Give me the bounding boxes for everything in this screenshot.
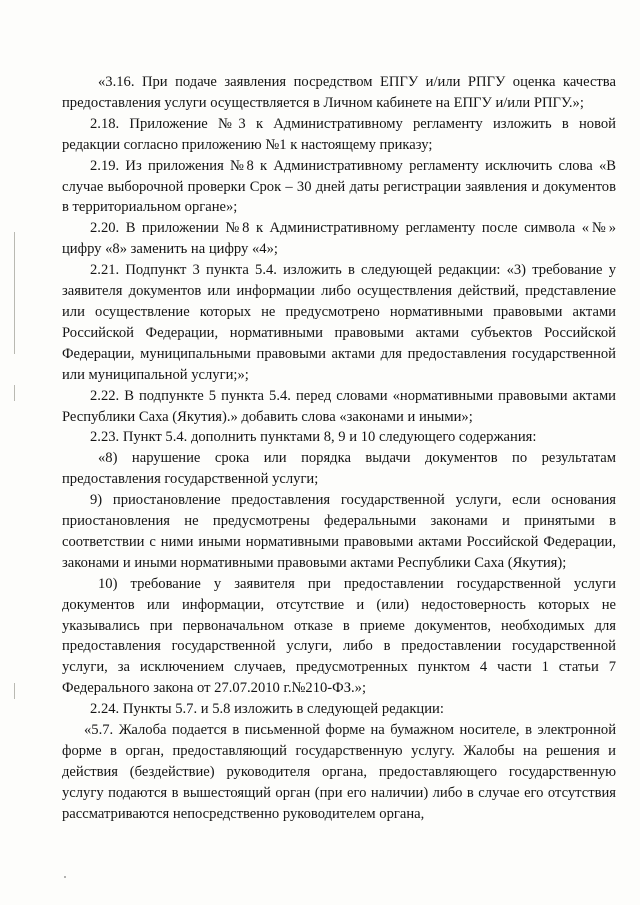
paragraph-2-21: 2.21. Подпункт 3 пункта 5.4. изложить в следующей редакции: «3) требование у заявителя документов или информации либо осуществления действий, представление или осуществление которых не предусмотрено нормативными правовыми актами Российской Федерации, нормативными правовыми актами субъектов Российской Федерации, муниципальными правовыми актами для предоставления государственной или муниципальной услуги;»; xyxy=(62,262,616,383)
paragraph-item-10: 10) требование у заявителя при предоставлении государственной услуги документов или информации, отсутствие и (или) недостоверность которых не указывались при первоначальном отказе в приеме документов, необходимых для предоставления государственной услуги, либо в предоставлении государственной услуги, за исключением случаев, предусмотренных пунктом 4 части 1 статьи 7 Федерального закона от 27.07.2010 г.№210-ФЗ.»; xyxy=(62,575,616,697)
paragraph-2-18: 2.18. Приложение №3 к Административному регламенту изложить в новой редакции согласно приложению №1 к настоящему приказу; xyxy=(62,115,616,153)
paragraph-item-9: 9) приостановление предоставления государственной услуги, если основания приостановления не предусмотрены федеральными законами и принятыми в соответствии с ними иными нормативными правовыми актами Российской Федерации, законами и иными нормативными правовыми актами Республики Саха (Якутия); xyxy=(62,492,616,571)
paragraph-5-7: «5.7. Жалоба подается в письменной форме на бумажном носителе, в электронной форме в орган, предоставляющий государственную услугу. Жалобы на решения и действия (бездействие) руководителя органа, предоставляющего государственную услугу подаются в вышестоящий орган (при его наличии) либо в случае его отсутствия рассматриваются непосредственно руководителем органа, xyxy=(62,722,616,822)
scan-speck xyxy=(64,876,66,878)
paragraph-2-20: 2.20. В приложении №8 к Административному регламенту после символа «№» цифру «8» заменить на цифру «4»; xyxy=(62,220,616,258)
scan-edge-mark xyxy=(14,232,15,354)
scan-edge-mark xyxy=(14,683,15,699)
paragraph-item-8: «8) нарушение срока или порядка выдачи документов по результатам предоставления государственной услуги; xyxy=(62,450,616,488)
paragraph-2-19: 2.19. Из приложения №8 к Административному регламенту исключить слова «В случае выборочной проверки Срок – 30 дней даты регистрации заявления и документов в территориальном органе»; xyxy=(62,157,616,216)
paragraph-2-24: 2.24. Пункты 5.7. и 5.8 изложить в следующей редакции: xyxy=(90,701,444,718)
paragraph-3-16: «3.16. При подаче заявления посредством ЕПГУ и/или РПГУ оценка качества предоставления услуги осуществляется в Личном кабинете на ЕПГУ и/или РПГУ.»; xyxy=(62,74,616,111)
scan-edge-mark xyxy=(14,385,15,401)
paragraph-2-23: 2.23. Пункт 5.4. дополнить пунктами 8, 9 и 10 следующего содержания: xyxy=(90,429,537,446)
document-page xyxy=(62,72,616,825)
paragraph-2-22: 2.22. В подпункте 5 пункта 5.4. перед словами «нормативными правовыми актами Республики Саха (Якутия).» добавить слова «законами и иными»; xyxy=(62,387,616,425)
